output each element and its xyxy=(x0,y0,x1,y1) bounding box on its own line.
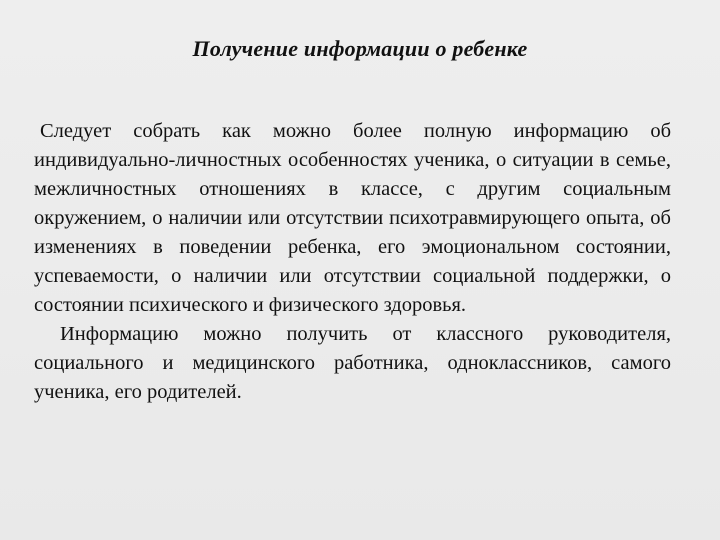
slide-body xyxy=(34,117,671,407)
paragraph-info-to-collect: Следует собрать как можно более полную информацию об индивидуально-личностных особенностях ученика, о ситуации в семье, межличностных отношениях в классе, с другим социальным окружением, о наличии или отсутствии психотравмирующего опыта, об изменениях в поведении ребенка, его эмоциональном состоянии, успеваемости, о наличии или отсутствии социальной поддержки, о состоянии психического и физического здоровья. xyxy=(34,120,671,316)
paragraph-info-sources: Информацию можно получить от классного руководителя, социального и медицинского работника, одноклассников, самого ученика, его родителей. xyxy=(34,323,671,403)
slide-title: Получение информации о ребенке xyxy=(192,36,528,61)
